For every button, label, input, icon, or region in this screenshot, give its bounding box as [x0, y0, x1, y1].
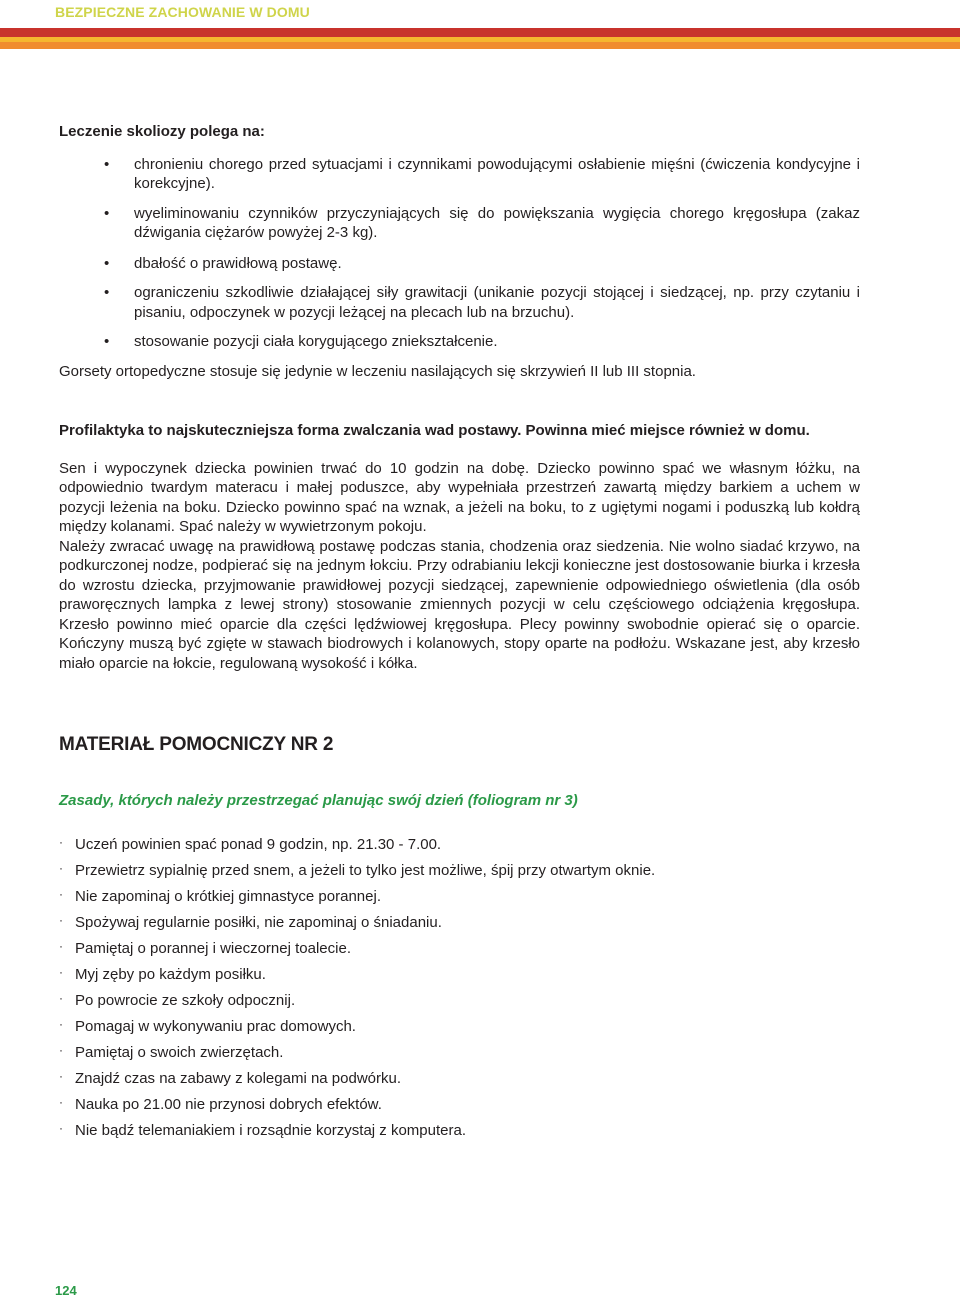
bullet-icon: ·	[59, 1043, 63, 1057]
list-item: · Pomagaj w wykonywaniu prac domowych.	[59, 1017, 356, 1035]
bullet-icon: ·	[59, 1069, 63, 1083]
section-heading: Leczenie skoliozy polega na:	[59, 123, 265, 140]
posture-paragraph: Należy zwracać uwagę na prawidłową postawę podczas stania, chodzenia oraz siedzenia. Nie wolno siadać krzywo, na podkurczonej nodze, podpierać się na jednym łokciu. Przy odrabianiu lekcji konieczne jest dostosowanie biurka i krzesła do wzrostu dziecka, przyjmowanie prawidłowej pozycji siedzącej, zapewnienie odpowiedniego oświetlenia (dla osób praworęcznych lampka z lewej strony) stosowanie zmiennych pozycji w celu częściowego odciążenia kręgosłupa. Krzesło powinno mieć oparcie dla części lędźwiowej kręgosłupa. Plecy powinny swobodnie opierać się o oparcie. Kończyny muszą być zgięte w stawach biodrowych i kolanowych, stopy oparte na podłożu. Wskazane jest, aby krzesło miało oparcie na łokcie, regulowaną wysokość i kółka.	[59, 537, 860, 672]
material-section	[59, 735, 860, 1147]
list-item: · Uczeń powinien spać ponad 9 godzin, np. 21.30 - 7.00.	[59, 835, 442, 853]
bullet-icon: •	[104, 204, 110, 222]
bullet-icon: •	[104, 333, 110, 350]
material-subtitle: Zasady, których należy przestrzegać planując swój dzień (foliogram nr 3)	[59, 791, 578, 809]
material-title: MATERIAŁ POMOCNICZY NR 2	[59, 734, 334, 755]
list-item: · Nie bądź telemaniakiem i rozsądnie korzystaj z komputera.	[59, 1121, 467, 1139]
bullet-icon: ·	[59, 939, 63, 953]
header-stripe-orange	[0, 42, 960, 49]
corset-note: Gorsety ortopedyczne stosuje się jedynie w leczeniu nasilających się skrzywień II lub III stopnia.	[59, 362, 696, 380]
bullet-icon: ·	[59, 861, 63, 875]
list-item: · Spożywaj regularnie posiłki, nie zapominaj o śniadaniu.	[59, 913, 442, 931]
list-item: · Nauka po 21.00 nie przynosi dobrych efektów.	[59, 1095, 382, 1113]
treatment-list	[59, 155, 860, 352]
list-item: · Nie zapominaj o krótkiej gimnastyce porannej.	[59, 887, 381, 905]
prevention-heading: Profilaktyka to najskuteczniejsza forma zwalczania wad postawy. Powinna mieć miejsce również w domu.	[59, 422, 810, 439]
list-item: · Myj zęby po każdym posiłku.	[59, 965, 266, 983]
bullet-icon: ·	[59, 835, 63, 849]
page-number: 124	[55, 1283, 77, 1298]
bullet-icon: ·	[59, 991, 63, 1005]
list-item: · Pamiętaj o porannej i wieczornej toalecie.	[59, 939, 351, 957]
list-item: • chronieniu chorego przed sytuacjami i czynnikami powodującymi osłabienie mięśni (ćwiczenia kondycyjne i korekcyjne).	[104, 155, 860, 192]
list-item: • ograniczeniu szkodliwie działającej siły grawitacji (unikanie pozycji stojącej i siedzącej, np. przy czytaniu i pisaniu, odpoczynek w pozycji leżącej na plecach lub na brzuchu).	[104, 284, 860, 321]
header-title: BEZPIECZNE ZACHOWANIE W DOMU	[55, 4, 310, 20]
bullet-icon: ·	[59, 1095, 63, 1109]
bullet-icon: ·	[59, 887, 63, 901]
list-item: • stosowanie pozycji ciała korygującego zniekształcenie.	[104, 333, 498, 350]
list-item: · Znajdź czas na zabawy z kolegami na podwórku.	[59, 1069, 402, 1087]
bullet-icon: •	[104, 254, 110, 272]
list-item: · Po powrocie ze szkoły odpocznij.	[59, 991, 296, 1009]
sleep-paragraph: Sen i wypoczynek dziecka powinien trwać do 10 godzin na dobę. Dziecko powinno spać we własnym łóżku, na odpowiednio twardym materacu i małej poduszce, aby wypełniała przestrzeń zawartą między barkiem a uchem w pozycji leżenia na boku. Dziecko powinno spać na wznak, a jeżeli na boku, to z ugiętymi nogami i poduszką lub kołdrą między kolanami. Spać należy w wywietrzonym pokoju.	[59, 459, 860, 535]
bullet-icon: ·	[59, 965, 63, 979]
list-item: • wyeliminowaniu czynników przyczyniających się do powiększania wygięcia chorego kręgosłupa (zakaz dźwigania ciężarów powyżej 2-3 kg).	[104, 204, 860, 241]
daily-rules-list	[59, 835, 860, 1147]
bullet-icon: ·	[59, 1121, 63, 1135]
list-item: · Pamiętaj o swoich zwierzętach.	[59, 1043, 284, 1061]
list-item: · Przewietrz sypialnię przed snem, a jeżeli to tylko jest możliwe, śpij przy otwartym oknie.	[59, 861, 656, 879]
bullet-icon: •	[104, 155, 110, 173]
bullet-icon: ·	[59, 1017, 63, 1031]
section-prevention	[59, 421, 860, 673]
bullet-icon: ·	[59, 913, 63, 927]
header-stripe-red	[0, 28, 960, 37]
bullet-icon: •	[104, 284, 110, 301]
list-item: • dbałość o prawidłową postawę.	[104, 254, 342, 272]
section-scoliosis	[59, 122, 860, 381]
